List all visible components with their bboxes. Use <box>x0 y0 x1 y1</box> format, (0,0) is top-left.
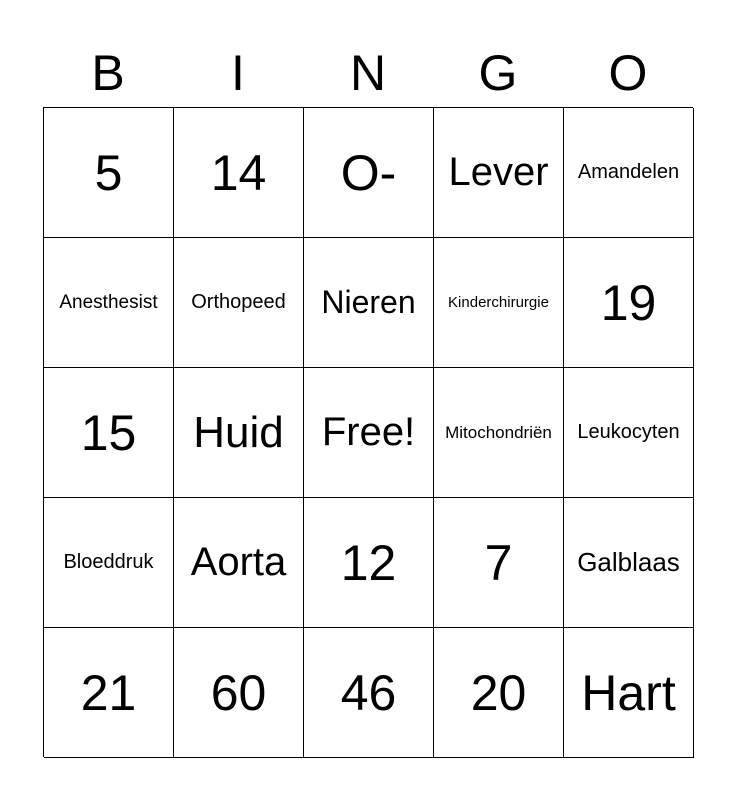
bingo-cell[interactable]: Mitochondriën <box>434 368 564 498</box>
bingo-cell[interactable]: 14 <box>174 108 304 238</box>
bingo-cell[interactable]: 20 <box>434 628 564 758</box>
bingo-cell[interactable]: 21 <box>44 628 174 758</box>
bingo-cell[interactable]: Aorta <box>174 498 304 628</box>
bingo-cell[interactable]: Bloeddruk <box>44 498 174 628</box>
bingo-cell[interactable]: 19 <box>564 238 694 368</box>
bingo-cell[interactable]: 60 <box>174 628 304 758</box>
header-letter-o: O <box>608 45 648 101</box>
bingo-cell[interactable]: 46 <box>304 628 434 758</box>
bingo-cell[interactable]: Amandelen <box>564 108 694 238</box>
bingo-cell[interactable]: 5 <box>44 108 174 238</box>
bingo-cell[interactable]: Anesthesist <box>44 238 174 368</box>
bingo-cell[interactable]: Kinderchirurgie <box>434 238 564 368</box>
bingo-cell[interactable]: 15 <box>44 368 174 498</box>
header-letter-g: G <box>478 45 518 101</box>
bingo-board <box>43 107 693 757</box>
header-letter-i: I <box>231 45 245 101</box>
bingo-cell[interactable]: O- <box>304 108 434 238</box>
bingo-cell[interactable]: 7 <box>434 498 564 628</box>
header-letter-n: N <box>349 45 387 101</box>
bingo-cell[interactable]: Hart <box>564 628 694 758</box>
bingo-cell[interactable]: Huid <box>174 368 304 498</box>
bingo-cell-free[interactable]: Free! <box>304 368 434 498</box>
bingo-cell[interactable]: Orthopeed <box>174 238 304 368</box>
bingo-cell[interactable]: Lever <box>434 108 564 238</box>
header-letter-b: B <box>91 45 125 101</box>
bingo-cell[interactable]: Nieren <box>304 238 434 368</box>
bingo-cell[interactable]: Leukocyten <box>564 368 694 498</box>
bingo-header <box>43 40 693 106</box>
bingo-cell[interactable]: Galblaas <box>564 498 694 628</box>
bingo-cell[interactable]: 12 <box>304 498 434 628</box>
